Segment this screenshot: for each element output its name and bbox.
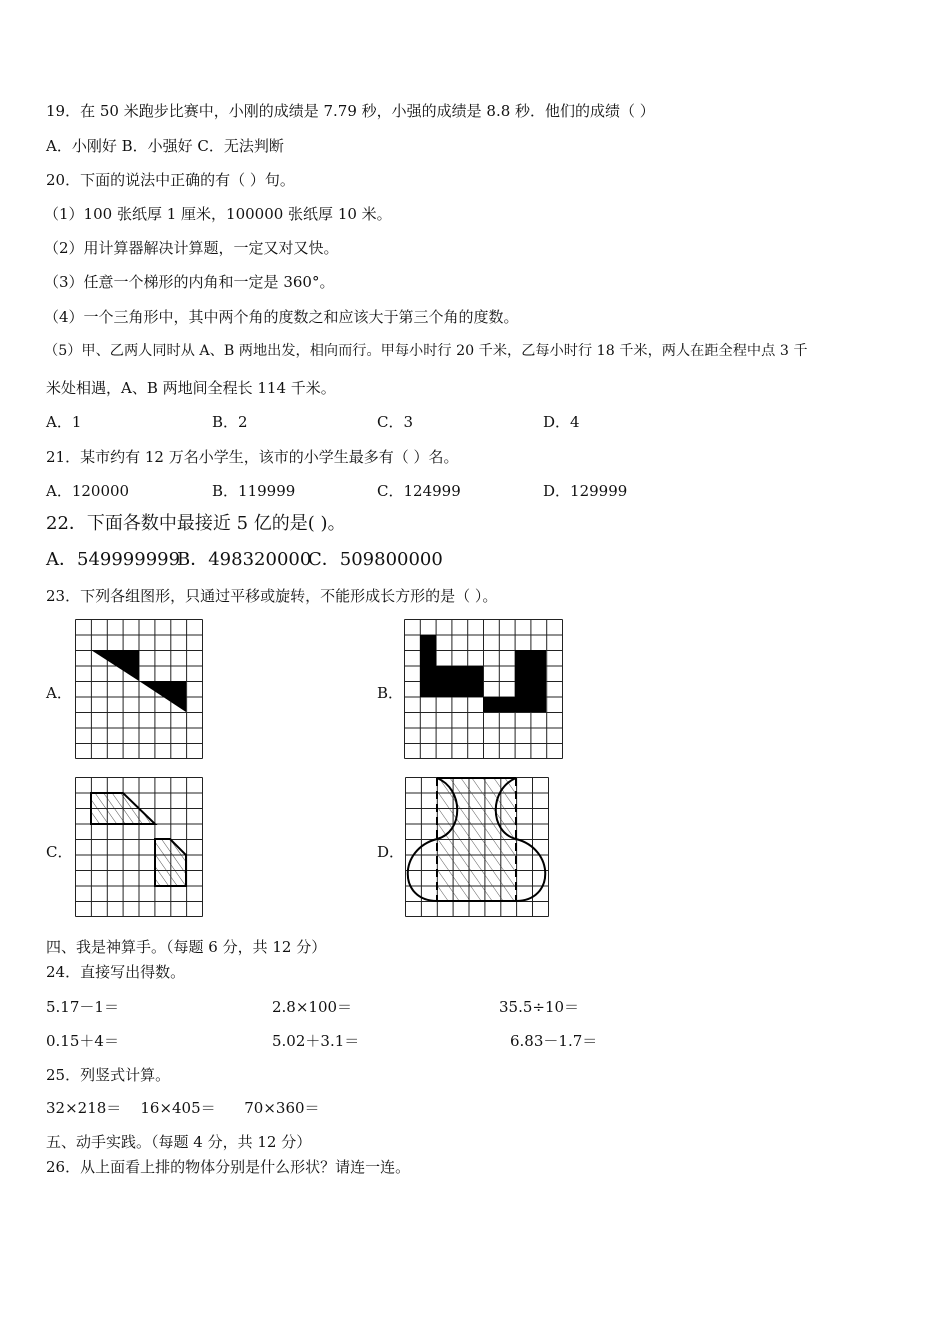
- figure-d-grid: [405, 777, 549, 917]
- q20-option-b: B．2: [212, 413, 248, 431]
- q24-stem: 24．直接写出得数。: [46, 963, 186, 981]
- q20-option-c: C．3: [377, 413, 414, 431]
- q20-stem: 20．下面的说法中正确的有（ ）句。: [46, 171, 295, 189]
- q23-stem: 23．下列各组图形，只通过平移或旋转，不能形成长方形的是（ ）。: [46, 587, 498, 605]
- q24-item-5: 5.02＋3.1＝: [272, 1032, 360, 1050]
- q20-statement-4: （4）一个三角形中，其中两个角的度数之和应该大于第三个角的度数。: [44, 308, 519, 326]
- q23-label-c: C．: [46, 843, 73, 861]
- q20-option-a: A．1: [46, 413, 82, 431]
- section-4-title: 四、我是神算手。（每题 6 分，共 12 分）: [46, 938, 327, 956]
- q24-item-4: 0.15＋4＝: [46, 1032, 119, 1050]
- q22-option-c: C．509800000: [308, 549, 443, 570]
- q20-statement-1: （1）100 张纸厚 1 厘米，100000 张纸厚 10 米。: [44, 205, 392, 223]
- figure-c-grid: [75, 777, 203, 917]
- q20-statement-2: （2）用计算器解决计算题，一定又对又快。: [44, 239, 339, 257]
- q21-stem: 21．某市约有 12 万名小学生，该市的小学生最多有（ ）名。: [46, 448, 459, 466]
- q20-option-d: D．4: [543, 413, 580, 431]
- q24-item-2: 2.8×100＝: [272, 998, 353, 1016]
- q20-statement-3: （3）任意一个梯形的内角和一定是 360°。: [44, 273, 335, 291]
- q21-option-c: C．124999: [377, 482, 461, 500]
- q25-stem: 25．列竖式计算。: [46, 1066, 171, 1084]
- figure-c-shape-2: [155, 839, 186, 886]
- q26-stem: 26．从上面看上排的物体分别是什么形状？请连一连。: [46, 1158, 411, 1176]
- q19-stem: 19．在 50 米跑步比赛中，小刚的成绩是 7.79 秒，小强的成绩是 8.8 秒．他们的成绩（ ）: [46, 102, 655, 120]
- q22-option-b: B．498320000: [177, 549, 312, 570]
- q21-option-a: A．120000: [46, 482, 130, 500]
- q23-label-d: D．: [377, 843, 405, 861]
- q21-option-b: B．119999: [212, 482, 296, 500]
- q24-item-1: 5.17－1＝: [46, 998, 119, 1016]
- section-5-title: 五、动手实践。（每题 4 分，共 12 分）: [46, 1133, 312, 1151]
- q20-statement-5a: （5）甲、乙两人同时从 A、B 两地出发，相向而行。甲每小时行 20 千米，乙每小时行 18 千米，两人在距全程中点 3 千: [44, 343, 808, 359]
- q25-vertical-items: 32×218＝ 16×405＝ 70×360＝: [46, 1099, 320, 1117]
- figure-a-grid: [75, 619, 203, 759]
- q19-options: A．小刚好 B．小强好 C．无法判断: [46, 137, 284, 155]
- q20-statement-5b: 米处相遇，A、B 两地间全程长 114 千米。: [46, 379, 336, 397]
- q22-option-a: A．549999999: [46, 549, 181, 570]
- q24-item-3: 35.5÷10＝: [499, 998, 580, 1016]
- q24-item-6: 6.83－1.7＝: [510, 1032, 598, 1050]
- q21-option-d: D．129999: [543, 482, 628, 500]
- q22-stem: 22．下面各数中最接近 5 亿的是( )。: [46, 513, 346, 534]
- q23-label-b: B．: [377, 684, 404, 702]
- q23-label-a: A．: [46, 684, 72, 702]
- figure-b-grid: [404, 619, 563, 759]
